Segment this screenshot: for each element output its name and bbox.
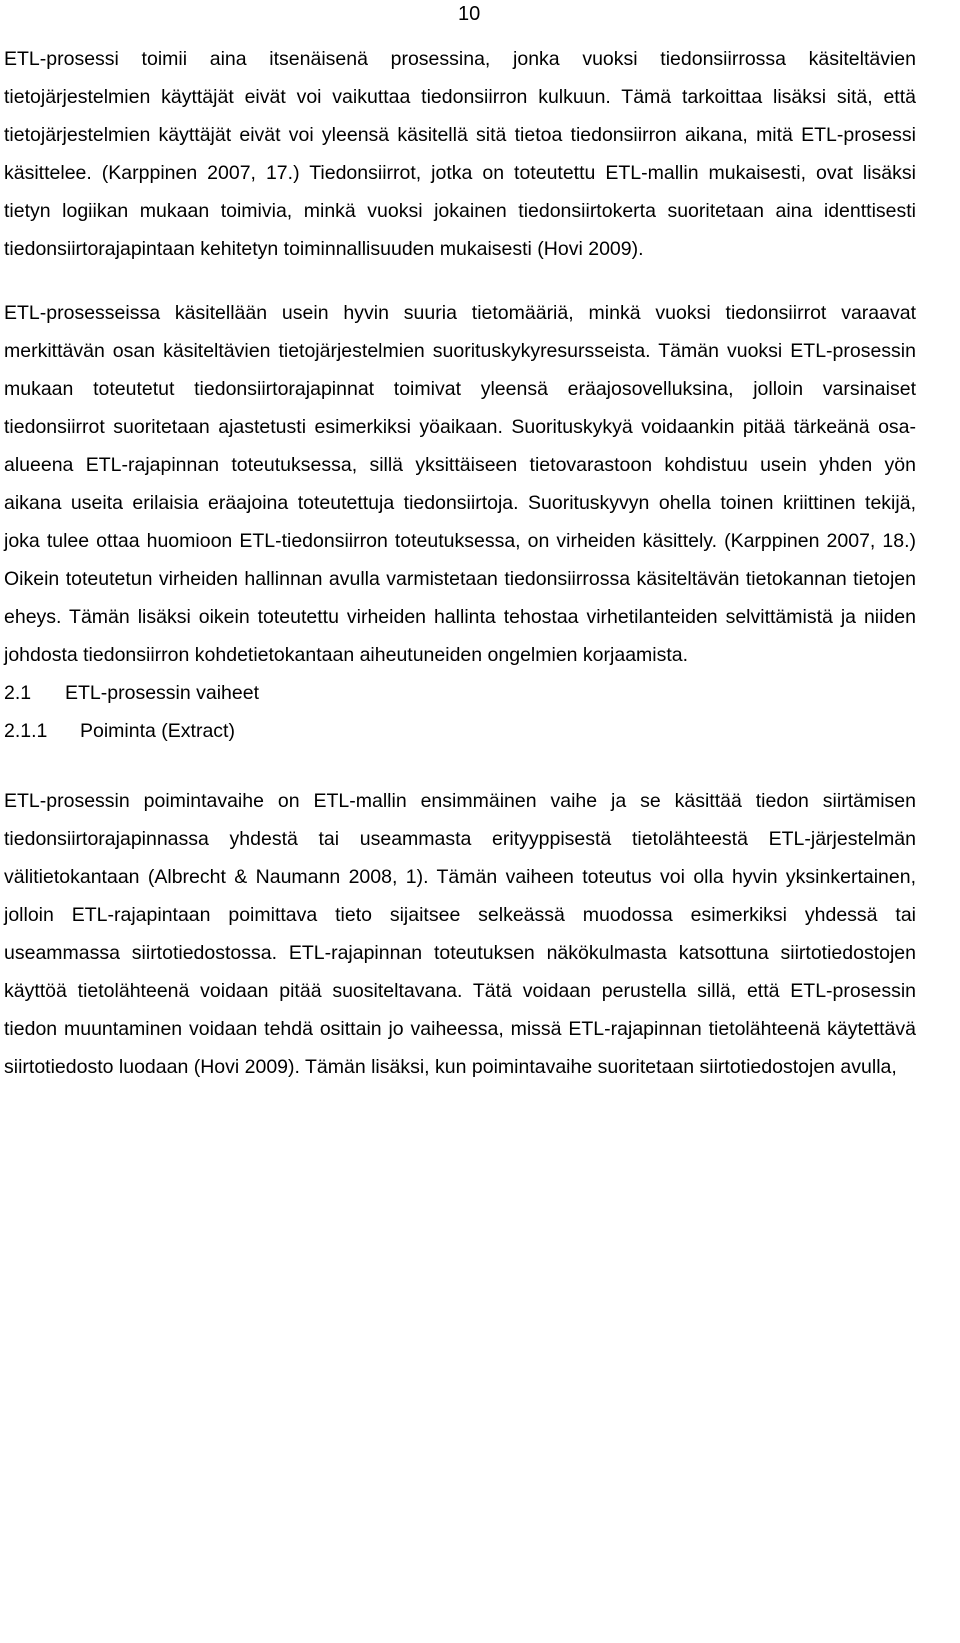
paragraph-extract-phase: ETL-prosessin poimintavaihe on ETL-mallin ensimmäinen vaihe ja se käsittää tiedon siirtämisen tiedonsiirtorajapinnassa yhdestä tai useammasta erityyppisestä tietolähteestä ETL-järjestelmän välitietokantaan (Albrecht & Naumann 2008, 1). Tämän vaiheen toteutus voi olla hyvin yksinkertainen, jolloin ETL-rajapintaan poimittava tieto sijaitsee selkeässä muodossa esimerkiksi yhdessä tai useammassa siirtotiedostossa. ETL-rajapinnan toteutuksen näkökulmasta katsottuna siirtotiedostojen käyttöä tietolähteenä voidaan pitää suositeltavana. Tätä voidaan perustella sillä, että ETL-prosessin tiedon muuntaminen voidaan tehdä osittain jo vaiheessa, missä ETL-rajapinnan tietolähteenä käytettävä siirtotiedosto luodaan (Hovi 2009). Tämän lisäksi, kun poimintavaihe suoritetaan siirtotiedostojen avulla,	[4, 790, 916, 1078]
page-number: 10	[458, 3, 481, 25]
subsection-heading	[4, 712, 916, 750]
paragraph-etl-independence: ETL-prosessi toimii aina itsenäisenä prosessina, jonka vuoksi tiedonsiirrossa käsiteltävien tietojärjestelmien käyttäjät eivät voi vaikuttaa tiedonsiirron kulkuun. Tämä tarkoittaa lisäksi sitä, että tietojärjestelmien käyttäjät eivät voi yleensä käsitellä sitä tietoa tiedonsiirron aikana, mitä ETL-prosessi käsittelee. (Karppinen 2007, 17.) Tiedonsiirrot, jotka on toteutettu ETL-mallin mukaisesti, ovat lisäksi tietyn logiikan mukaan toimivia, minkä vuoksi jokainen tiedonsiirtokerta suoritetaan aina identtisesti tiedonsiirtorajapintaan kehitetyn toiminnallisuuden mukaisesti (Hovi 2009).	[4, 48, 916, 260]
section-title: ETL-prosessin vaiheet	[65, 682, 260, 704]
subsection-title: Poiminta (Extract)	[80, 720, 235, 742]
section-heading	[4, 674, 916, 712]
page-body	[4, 40, 916, 1086]
subsection-number: 2.1.1	[4, 720, 48, 742]
paragraph-etl-performance: ETL-prosesseissa käsitellään usein hyvin suuria tietomääriä, minkä vuoksi tiedonsiirrot varaavat merkittävän osan käsiteltävien tietojärjestelmien suorituskykyresursseista. Tämän vuoksi ETL-prosessin mukaan toteutetut tiedonsiirtorajapinnat toimivat yleensä eräajosovelluksina, jolloin varsinaiset tiedonsiirrot suoritetaan ajastetusti esimerkiksi yöaikaan. Suorituskykyä voidaankin pitää tärkeänä osa-alueena ETL-rajapinnan toteutuksessa, sillä yksittäiseen tietovarastoon kohdistuu usein yhden yön aikana useita erilaisia eräajoina toteutettuja tiedonsiirtoja. Suorituskyvyn ohella toinen kriittinen tekijä, joka tulee ottaa huomioon ETL-tiedonsiirron toteutuksessa, on virheiden käsittely. (Karppinen 2007, 18.) Oikein toteutetun virheiden hallinnan avulla varmistetaan tiedonsiirrossa käsiteltävän tietokannan tietojen eheys. Tämän lisäksi oikein toteutettu virheiden hallinta tehostaa virhetilanteiden selvittämistä ja niiden johdosta tiedonsiirron kohdetietokantaan aiheutuneiden ongelmien korjaamista.	[4, 302, 916, 666]
section-number: 2.1	[4, 682, 32, 704]
